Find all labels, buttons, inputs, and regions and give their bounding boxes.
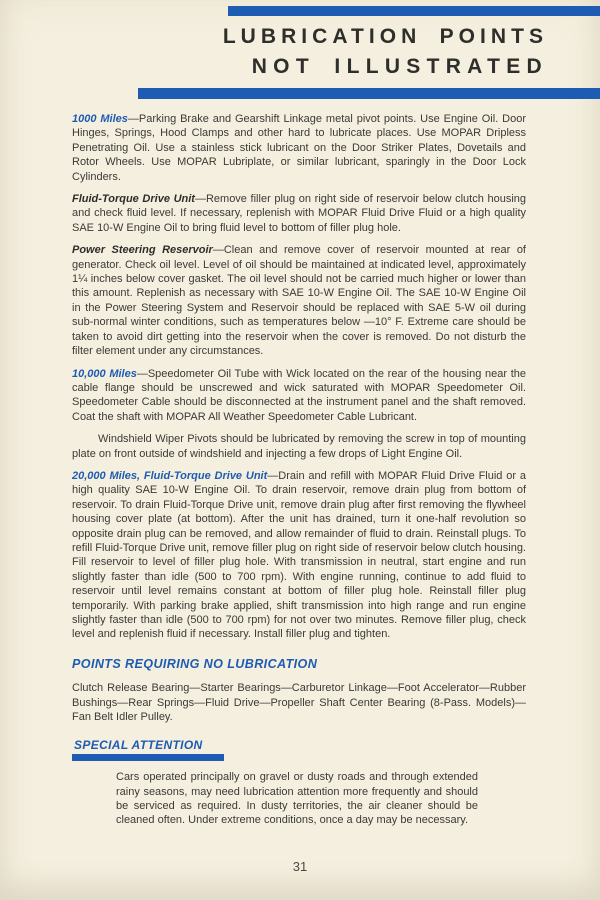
lead-in-label: Fluid-Torque Drive Unit xyxy=(72,193,195,206)
paragraph-1000-miles xyxy=(72,112,526,184)
lead-in-label: Power Steering Reservoir xyxy=(72,244,213,257)
page-content xyxy=(0,99,600,828)
special-attention-text: Cars operated principally on gravel or dusty roads and through extended rainy seasons, may need lubrication attention more frequently and should be serviced as required. In dusty territories, the air cleaner should be cleaned often. Under extreme conditions, once a day may be necessary. xyxy=(116,771,478,827)
page-header xyxy=(0,6,600,99)
paragraph-power-steering xyxy=(72,243,526,358)
special-attention-heading: SPECIAL ATTENTION xyxy=(74,737,203,752)
paragraph-windshield-wipers xyxy=(72,432,526,461)
special-attention-heading-block xyxy=(72,738,526,762)
lead-in-label: 1000 Miles xyxy=(72,113,128,125)
paragraph-text: —Speedometer Oil Tube with Wick located on the rear of the housing near the cable flange should be unscrewed and wick saturated with MOPAR Speedometer Oil. Speedometer Cable should be disconnected at the instrument panel and the shaft removed. Coat the shaft with MOPAR All Weather Speedometer Cable Lubricant. xyxy=(72,367,526,423)
paragraph-fluid-torque xyxy=(72,192,526,235)
page-title-line2: NOT ILLUSTRATED xyxy=(251,55,548,78)
paragraph-text: —Drain and refill with MOPAR Fluid Drive Fluid or a high quality SAE 10-W Engine Oil. To drain reservoir, remove drain plug from bottom of reservoir. To drain Fluid-Torque Drive unit, remove drain plug after first removing the flywheel housing cover plate (at bottom). After the unit has drained, turn it one-half revolution so opposite drain plug can be removed, and allow remainder of fluid to drain. Reinstall plugs. To refill Fluid-Torque Drive unit, remove filler plug on right side of reservoir below clutch housing. Fill reservoir to level of filler plug hole. With transmission in neutral, start engine and run slightly faster than idle (500 to 700 rpm). With engine running, continue to add fluid to reservoir until level remains constant at bottom of filler plug hole. Reinstall filler plug temporarily. With parking brake applied, shift transmission into high range and run engine slightly faster than idle (500 to 700 rpm) for not over two minutes. Remove filler plug, check level and replenish fluid if necessary. Install filler plug and tighten. xyxy=(72,469,526,641)
no-lubrication-text: Clutch Release Bearing—Starter Bearings—Carburetor Linkage—Foot Accelerator—Rubber Bushings—Rear Springs—Fluid Drive—Propeller Shaft Center Bearing (8-Pass. Models)—Fan Belt Idler Pulley. xyxy=(72,682,526,724)
page-number: 31 xyxy=(292,859,308,874)
header-rule-top xyxy=(228,6,600,16)
lead-in-label: 20,000 Miles, Fluid-Torque Drive Unit xyxy=(72,469,268,482)
lead-in-label: 10,000 Miles xyxy=(72,367,137,380)
paragraph-text: —Parking Brake and Gearshift Linkage metal pivot points. Use Engine Oil. Door Hinges, Springs, Hood Clamps and other hard to lubricate places. Use MOPAR Dripless Penetrating Oil. Use a stainless stick lubricant on the Door Striker Plates, Dovetails and Rotor Wheels. Use MOPAR Lubriplate, or similar lubricant, sparingly in the Door Lock Cylinders. xyxy=(72,113,526,183)
special-attention-underline xyxy=(72,754,224,761)
page-title-line1: LUBRICATION POINTS xyxy=(222,25,548,48)
header-rule-bottom xyxy=(138,88,600,99)
paragraph-text: —Clean and remove cover of reservoir mounted at rear of generator. Check oil level. Level of oil should be maintained at indicated level, approximately 1¼ inches below cover gasket. The oil level should not be carried much higher or lower than this amount. Replenish as necessary with SAE 10-W Engine Oil. The SAE 10-W Engine Oil in the Power Steering System and Reservoir should be replaced with SAE 5-W oil during sub-normal winter conditions, such as temperatures below —10° F. Extreme care should be taken to avoid dirt getting into the reservoir when the cover is removed. Do not disturb the filter element under any circumstances. xyxy=(72,244,526,358)
paragraph-20000-miles xyxy=(72,469,526,642)
paragraph-text: —Remove filler plug on right side of reservoir below clutch housing and check fluid level. If necessary, replenish with MOPAR Fluid Drive Fluid or a high quality SAE 10-W Engine Oil to bring fluid level to bottom of filler plug hole. xyxy=(72,193,526,234)
paragraph-text: Windshield Wiper Pivots should be lubricated by removing the screw in top of mounting plate on front outside of windshield and injecting a few drops of Light Engine Oil. xyxy=(72,433,526,460)
no-lubrication-heading: POINTS REQUIRING NO LUBRICATION xyxy=(72,656,318,671)
paragraph-10000-miles xyxy=(72,367,526,425)
